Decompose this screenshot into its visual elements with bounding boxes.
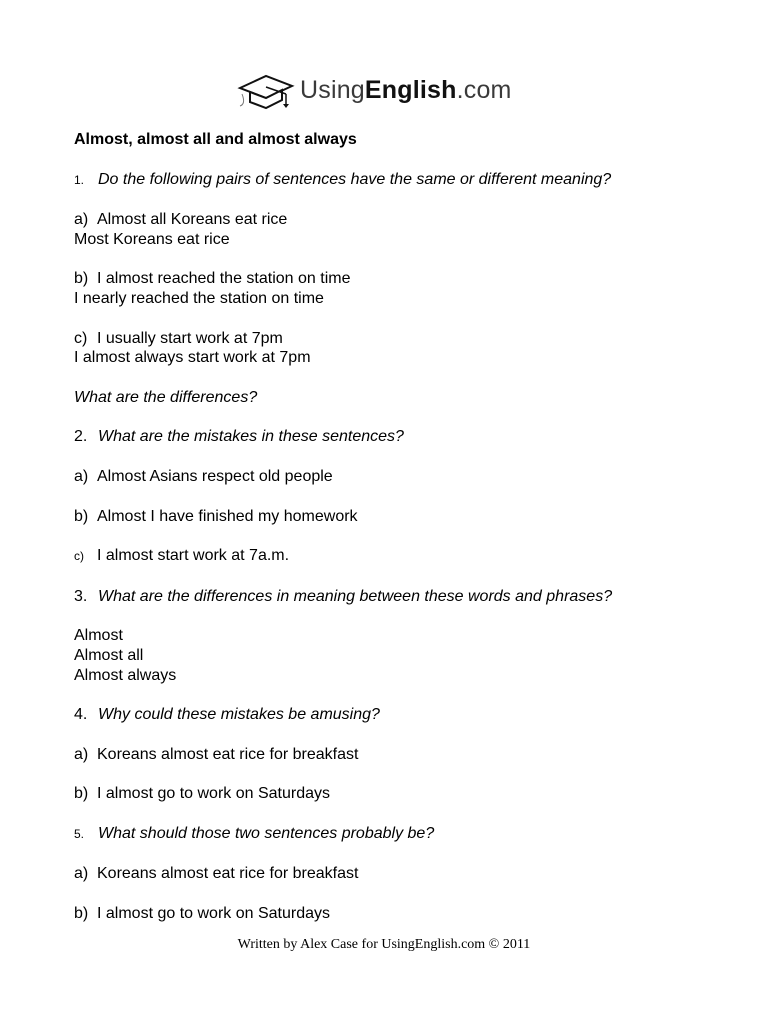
item-label: b) [74,507,89,525]
question-text: What are the mistakes in these sentences? [98,428,404,446]
word: Almost [74,627,123,645]
footer-credit: Written by Alex Case for UsingEnglish.com © 2011 [237,937,531,952]
sentence-pair [74,269,714,308]
worksheet-title: Almost, almost all and almost always [74,131,357,148]
question-number: 4. [74,706,88,724]
sentence: I almost go to work on Saturdays [97,785,330,803]
list-item [74,467,714,487]
sentence: I almost reached the station on time [97,270,351,288]
sentence: Almost Asians respect old people [97,467,333,485]
question-number: 5. [74,826,85,841]
item-label: a) [74,865,89,883]
list-item [74,507,714,527]
list-item [74,904,714,924]
question-number: 3. [74,587,88,605]
graduation-cap-icon [236,70,296,110]
question-number: 1. [74,172,85,187]
item-label: c) [74,549,84,564]
sentence: I nearly reached the station on time [74,289,324,307]
list-item [74,784,714,804]
sentence: I almost always start work at 7pm [74,349,311,367]
item-label: a) [74,211,89,229]
word: Almost all [74,646,144,664]
site-logo [236,70,512,110]
question-text: Do the following pairs of sentences have the same or different meaning? [98,170,612,188]
logo-text-suffix: .com [456,75,512,104]
logo-text-prefix: Using [300,75,365,104]
question-text: What should those two sentences probably be? [98,824,435,842]
sentence-pair [74,329,714,368]
word: Almost always [74,666,177,684]
sentence: I almost go to work on Saturdays [97,905,330,923]
question-3 [74,587,714,607]
question-2 [74,427,714,447]
question-text: Why could these mistakes be amusing? [98,706,380,724]
sentence-pair [74,210,714,249]
list-item [74,546,714,567]
sentence: Most Koreans eat rice [74,230,230,248]
item-label: b) [74,785,89,803]
sentence: Koreans almost eat rice for breakfast [97,865,359,883]
word-list [74,626,714,685]
item-label: a) [74,467,89,485]
list-item [74,745,714,765]
question-1-followup: What are the differences? [74,388,258,406]
item-label: b) [74,270,89,288]
item-label: b) [74,905,89,923]
sentence: I almost start work at 7a.m. [97,547,290,565]
worksheet-body [74,130,714,944]
logo-text-strong: English [364,75,457,104]
question-number: 2. [74,428,88,446]
list-item [74,864,714,884]
question-text: What are the differences in meaning between these words and phrases? [98,587,613,605]
item-label: a) [74,745,89,763]
item-label: c) [74,329,88,347]
sentence: I usually start work at 7pm [97,329,283,347]
question-5 [74,824,714,845]
sentence: Koreans almost eat rice for breakfast [97,745,359,763]
sentence: Almost I have finished my homework [97,507,358,525]
question-1 [74,170,714,191]
sentence: Almost all Koreans eat rice [97,211,288,229]
question-4 [74,705,714,725]
